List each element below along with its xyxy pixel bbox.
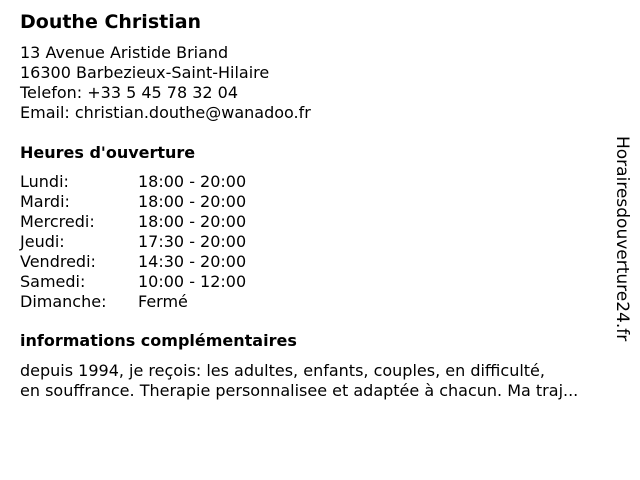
day-label: Dimanche: <box>20 292 107 311</box>
hours-row-tuesday <box>20 192 620 212</box>
time-value: 18:00 - 20:00 <box>138 212 247 231</box>
time-value: 10:00 - 12:00 <box>138 272 247 291</box>
description-line-1: depuis 1994, je reçois: les adultes, enfants, couples, en difficulté, <box>20 361 545 380</box>
day-label: Mardi: <box>20 192 70 211</box>
day-label: Vendredi: <box>20 252 96 271</box>
hours-row-saturday <box>20 272 620 292</box>
watermark-text: Horairesdouverture24.fr <box>612 136 632 342</box>
additional-info-heading: informations complémentaires <box>20 331 297 350</box>
address-street: 13 Avenue Aristide Briand <box>20 43 229 62</box>
business-name: Douthe Christian <box>20 11 202 33</box>
hours-row-friday <box>20 252 620 272</box>
hours-row-thursday <box>20 232 620 252</box>
description-line-2: en souffrance. Therapie personnalisee et adaptée à chacun. Ma traj... <box>20 381 579 400</box>
day-label: Jeudi: <box>20 232 65 251</box>
hours-row-sunday <box>20 292 620 312</box>
opening-hours-table <box>20 172 620 312</box>
time-value: 18:00 - 20:00 <box>138 192 247 211</box>
email-address: Email: christian.douthe@wanadoo.fr <box>20 103 311 122</box>
time-value: 14:30 - 20:00 <box>138 252 247 271</box>
phone-number: Telefon: +33 5 45 78 32 04 <box>20 83 239 102</box>
day-label: Mercredi: <box>20 212 95 231</box>
time-value: Fermé <box>138 292 188 311</box>
watermark-svg <box>596 134 640 346</box>
time-value: 18:00 - 20:00 <box>138 172 247 191</box>
time-value: 17:30 - 20:00 <box>138 232 247 251</box>
hours-row-wednesday <box>20 212 620 232</box>
site-watermark <box>596 134 640 346</box>
day-label: Samedi: <box>20 272 86 291</box>
address-city: 16300 Barbezieux-Saint-Hilaire <box>20 63 270 82</box>
opening-hours-heading: Heures d'ouverture <box>20 143 196 162</box>
day-label: Lundi: <box>20 172 69 191</box>
hours-row-monday <box>20 172 620 192</box>
business-card <box>20 10 620 401</box>
